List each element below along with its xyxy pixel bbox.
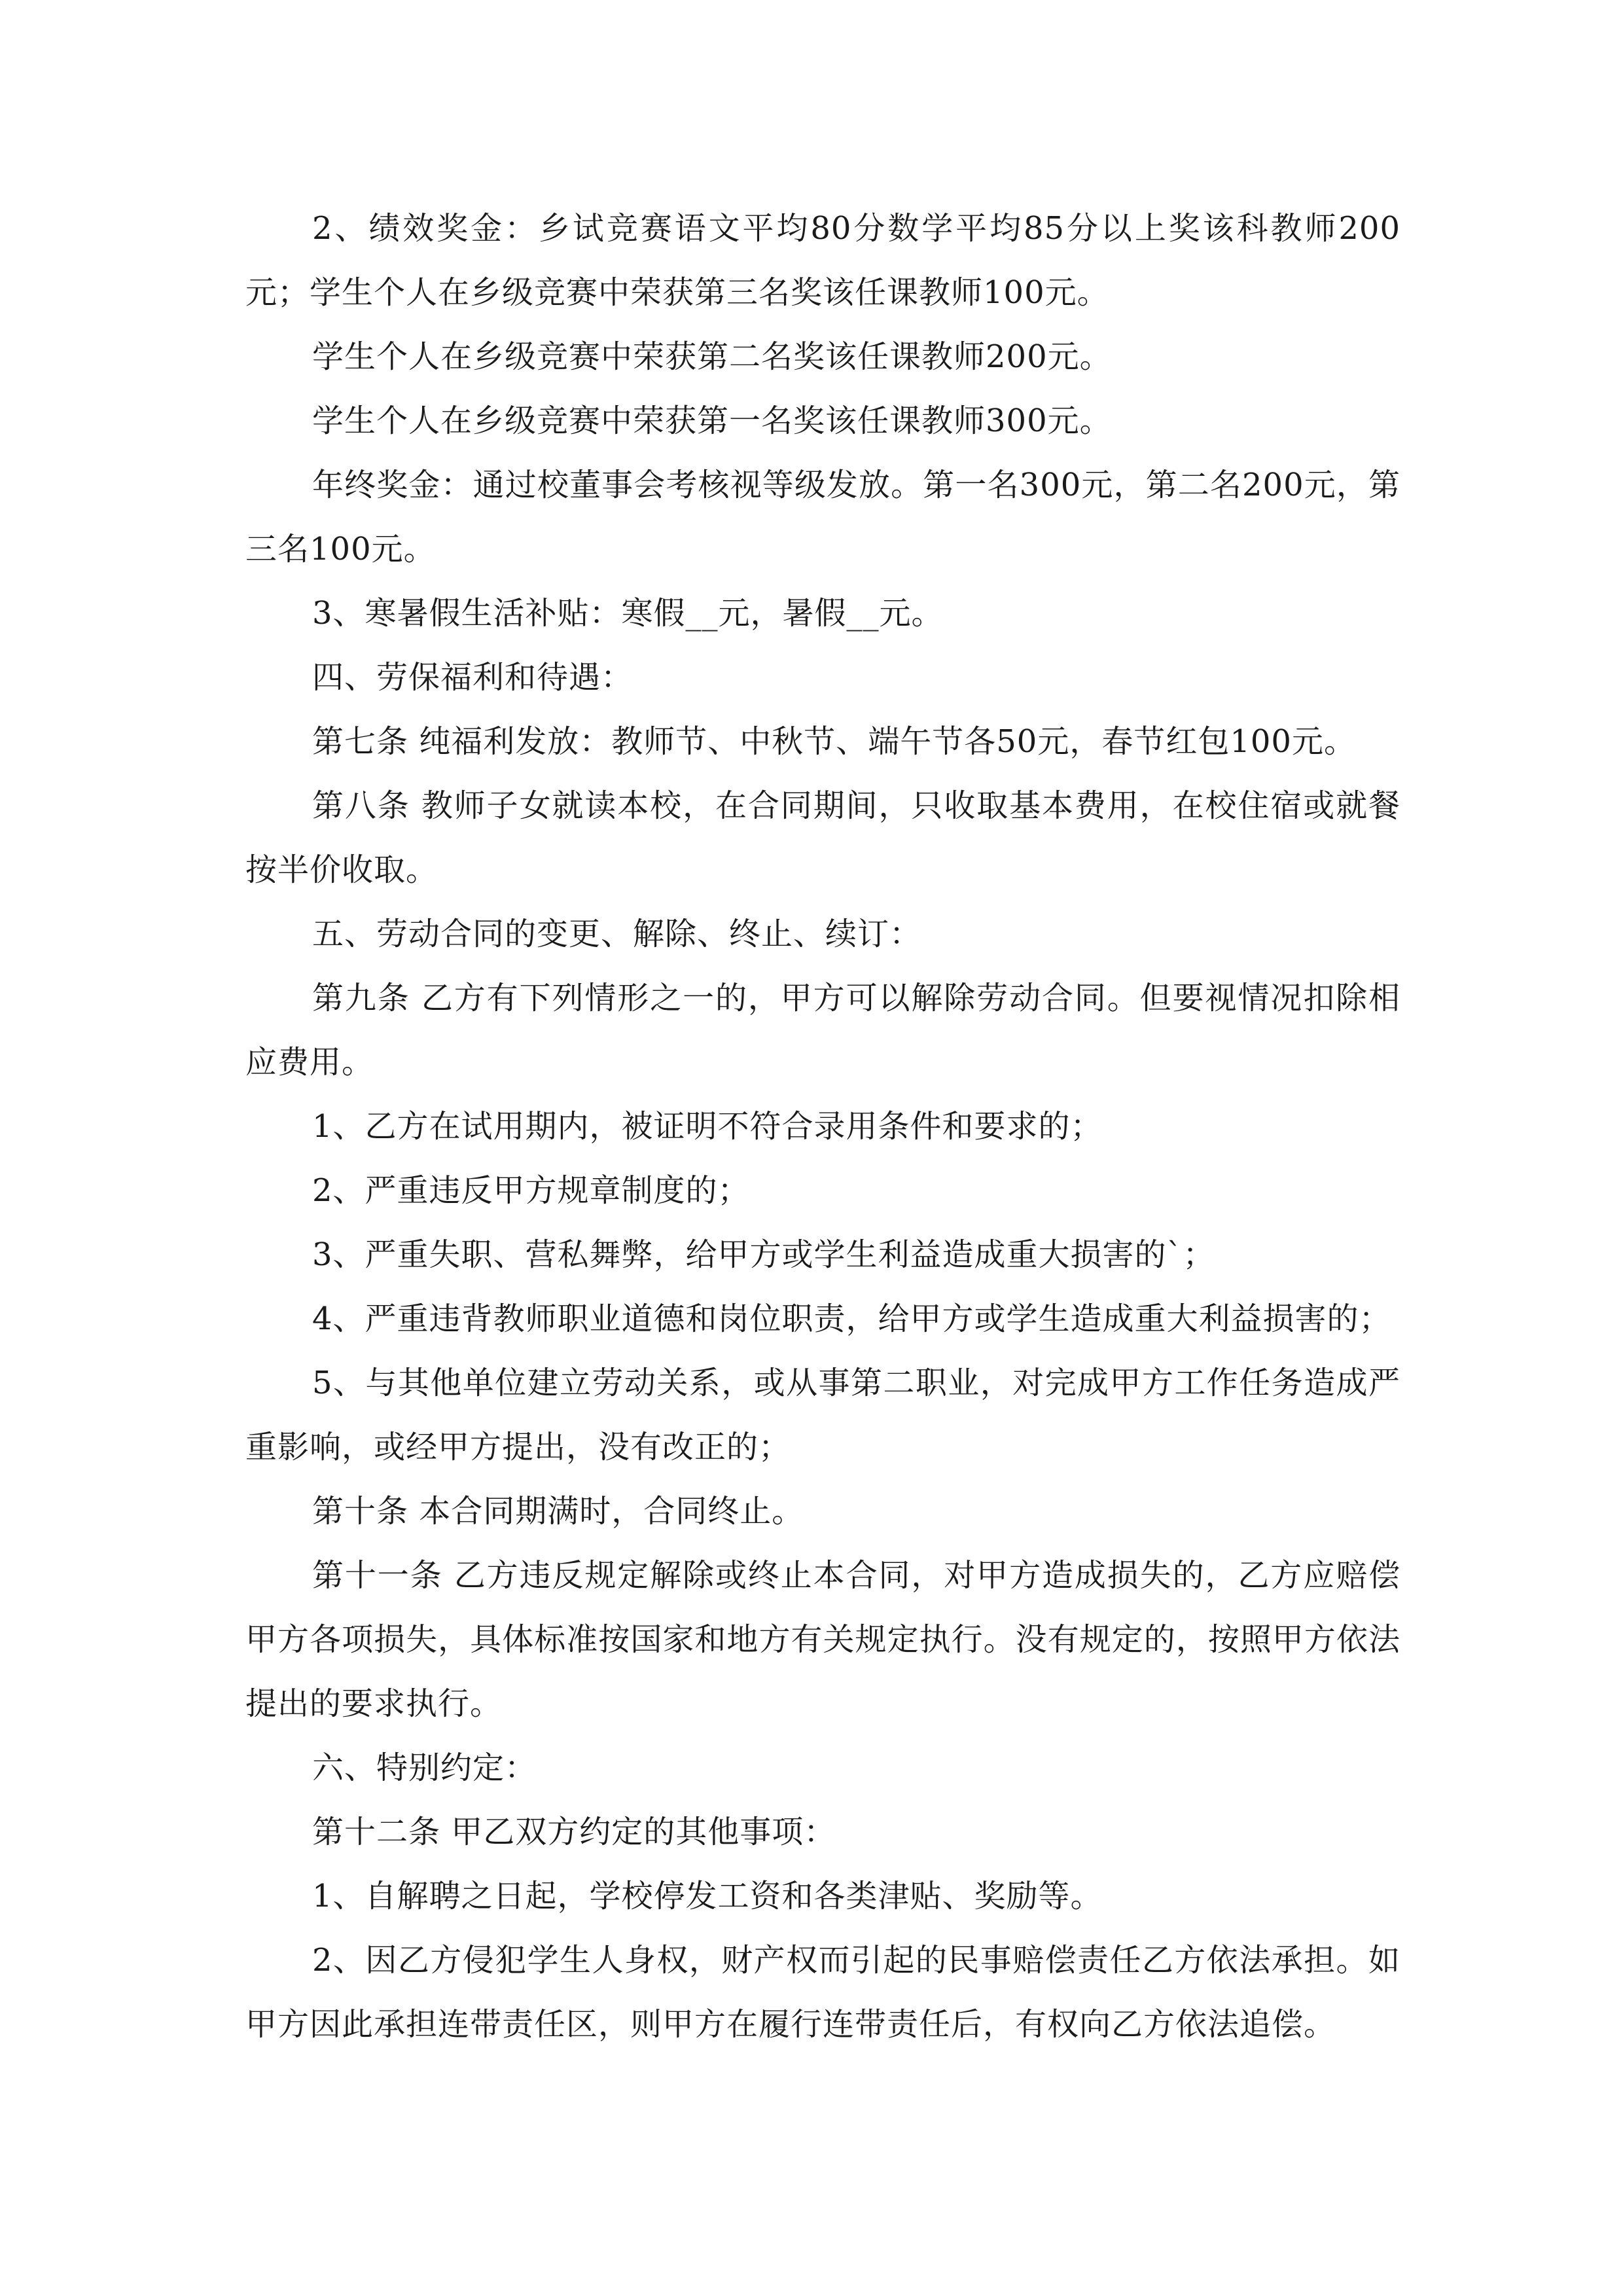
section-heading-special-terms: 六、特别约定： [312,1749,537,1786]
paragraph-performance-bonus: 2、绩效奖金：乡试竞赛语文平均80分数学平均85分以上奖该科教师200元；学生个人在乡级竞赛中荣获第三名奖该任课教师100元。 [245,210,1400,311]
list-item-probation: 1、乙方在试用期内，被证明不符合录用条件和要求的； [312,1108,1103,1145]
list-item-rule-violation: 2、严重违反甲方规章制度的； [312,1172,750,1209]
list-item-dereliction: 3、严重失职、营私舞弊，给甲方或学生利益造成重大损害的`； [312,1236,1215,1273]
section-heading-contract-changes: 五、劳动合同的变更、解除、终止、续订： [312,916,922,952]
paragraph-article-12: 第十二条 甲乙双方约定的其他事项： [312,1814,836,1850]
section-heading-welfare: 四、劳保福利和待遇： [312,659,633,696]
list-item-second-job: 5、与其他单位建立劳动关系，或从事第二职业，对完成甲方工作任务造成严重影响，或经甲方提出，没有改正的； [245,1365,1400,1465]
paragraph-second-place-bonus: 学生个人在乡级竞赛中荣获第二名奖该任课教师200元。 [312,338,1112,375]
paragraph-article-11: 第十一条 乙方违反规定解除或终止本合同，对甲方造成损失的，乙方应赔偿甲方各项损失，具体标准按国家和地方有关规定执行。没有规定的，按照甲方依法提出的要求执行。 [245,1557,1400,1722]
paragraph-year-end-bonus: 年终奖金：通过校董事会考核视等级发放。第一名300元，第二名200元，第三名100元。 [245,467,1400,567]
list-item-ethics-violation: 4、严重违背教师职业道德和岗位职责，给甲方或学生造成重大利益损害的； [312,1300,1391,1337]
list-item-dismissal-pay: 1、自解聘之日起，学校停发工资和各类津贴、奖励等。 [312,1878,1103,1914]
paragraph-article-8: 第八条 教师子女就读本校，在合同期间，只收取基本费用，在校住宿或就餐按半价收取。 [245,787,1400,888]
paragraph-article-9: 第九条 乙方有下列情形之一的，甲方可以解除劳动合同。但要视情况扣除相应费用。 [245,980,1400,1081]
list-item-liability: 2、因乙方侵犯学生人身权，财产权而引起的民事赔偿责任乙方依法承担。如甲方因此承担连带责任区，则甲方在履行连带责任后，有权向乙方依法追偿。 [245,1942,1400,2043]
paragraph-first-place-bonus: 学生个人在乡级竞赛中荣获第一名奖该任课教师300元。 [312,403,1112,439]
document-body [245,196,1400,2056]
paragraph-article-10: 第十条 本合同期满时，合同终止。 [312,1493,804,1530]
paragraph-holiday-allowance: 3、寒暑假生活补贴：寒假__元，暑假__元。 [312,595,944,632]
paragraph-article-7: 第七条 纯福利发放：教师节、中秋节、端午节各50元，春节红包100元。 [312,723,1356,760]
